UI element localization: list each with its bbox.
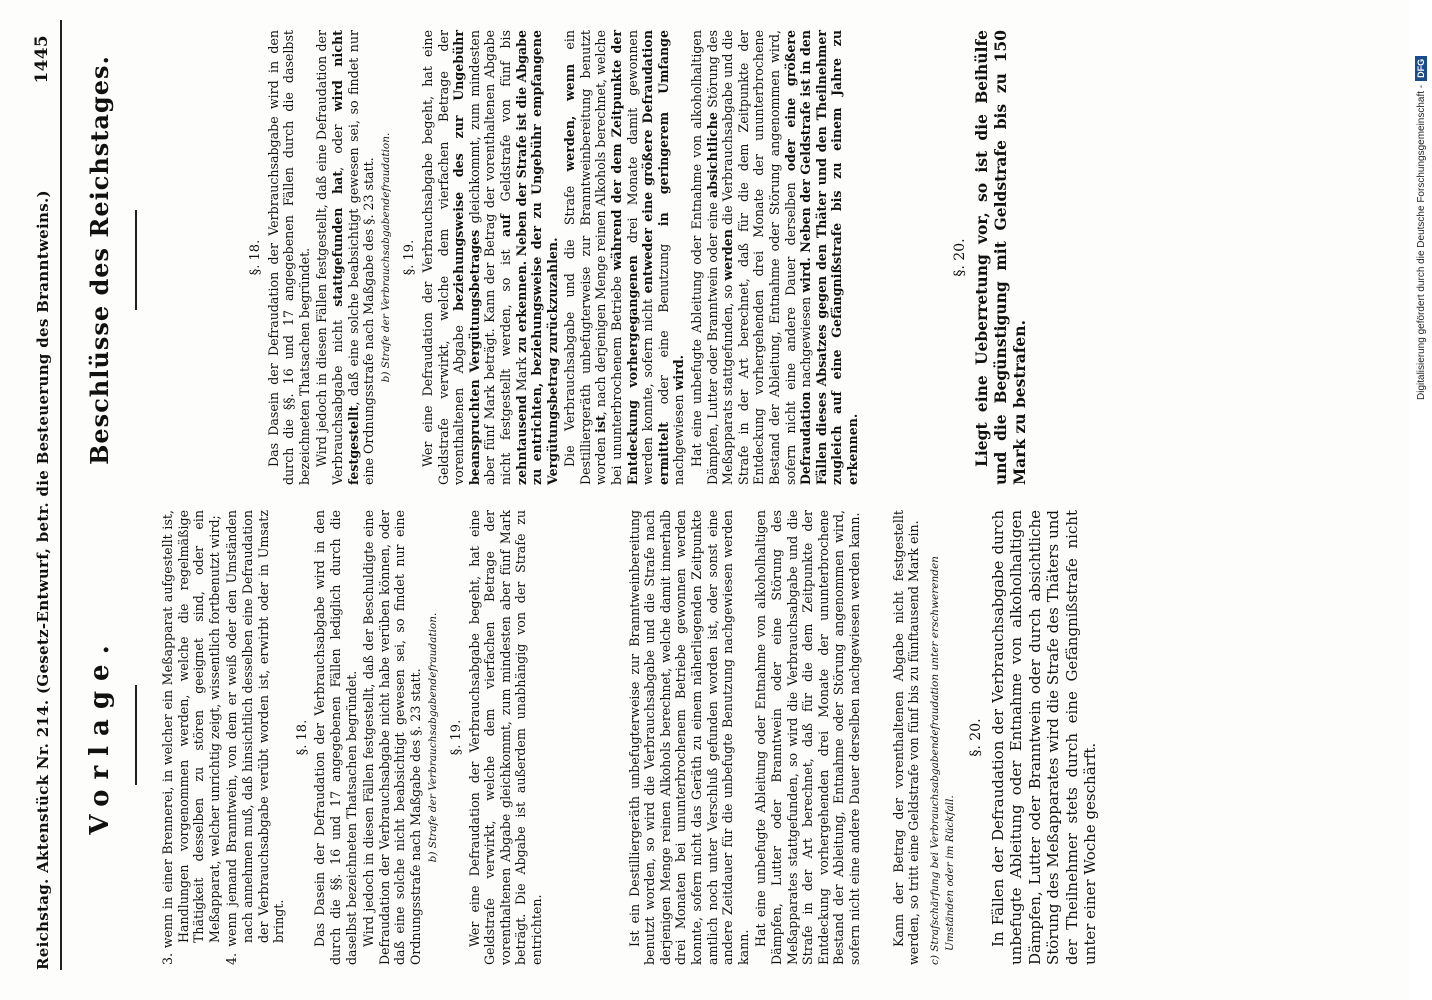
emphasis: zehntausend	[513, 395, 529, 485]
sidebar-text-rotated	[1413, 0, 1432, 1000]
section-19-paragraph-2-right	[562, 30, 687, 485]
subheading-b-right: b) Strafe der Verbrauchsabgabendefraudation.	[379, 132, 392, 383]
spacer	[160, 30, 240, 485]
heading-rule-left	[135, 685, 137, 785]
text-run: drei Monate damit gewonnen werden konnte, sofern nicht	[624, 30, 656, 485]
section-18-title: §. 18.	[294, 719, 310, 756]
emphasis: wird.	[671, 354, 687, 391]
emphasis: werden, wenn	[562, 63, 578, 172]
section-18-paragraph-1-right: Das Dasein der Defraudation der Verbrauchsabgabe wird in den durch die §§. 16 und 17 angegebenen Fällen durch die daselbst bezeichneten Thatsachen begründet.	[265, 30, 312, 485]
section-18-paragraph-2: Wird jedoch in diesen Fällen festgestellt, daß der Beschuldigte eine Defraudation der Verbrauchsabgabe nicht habe verüben können, oder daß eine solche nicht beabsichtigt gewesen sei, so findet nur eine Ordnungsstrafe nach Maßgabe des §. 23 statt.	[361, 510, 423, 965]
section-19-paragraph-3: Hat eine unbefugte Ableitung oder Entnahme von alkoholhaltigen Dämpfen, Lutter oder Branntwein oder eine Störung des Meßapparates stattgefunden, so wird die Verbrauchsabgabe und die Strafe in der Art berechnet, daß für die dem Zeitpunkte der Entdeckung vorhergehenden drei Monate der ununterbrochene Bestand der Ableitung, Entnahme oder Störung angenommen wird, sofern nicht eine andere Dauer derselben nachgewiesen werden kann.	[753, 510, 862, 965]
emphasis: wird nicht festgestellt	[329, 30, 361, 485]
spacer	[863, 30, 943, 485]
sidebar-credit-line	[1413, 56, 1431, 400]
emphasis: stattgefunden hat	[329, 170, 345, 307]
running-title: Reichstag. Aktenstück Nr. 214. (Gesetz-Entwurf, betr. die Besteuerung des Branntweins.)	[34, 190, 52, 970]
text-run: gleichkommt, zum mindesten aber fünf Mark beträgt. Kann der Betrag der vorenthaltenen Abgabe nicht festgestellt werden, so ist	[466, 30, 513, 485]
text-run: , nach derjenigen Menge reinen Alkohols berechnet, welche bei ununterbrochenem Betriebe	[593, 30, 625, 485]
emphasis: oder eine größere Defraudation	[782, 30, 814, 485]
section-19-title-right: §. 19.	[402, 239, 418, 276]
section-19-paragraph-4: Kann der Betrag der vorenthaltenen Abgabe nicht festgestellt werden, so tritt eine Geldstrafe von fünf bis zu fünftausend Mark ein.	[890, 510, 922, 965]
emphasis: auf	[497, 214, 513, 237]
subheading-b: b) Strafe der Verbrauchsabgabendefraudation.	[426, 612, 439, 863]
left-column	[160, 510, 1102, 965]
section-18-paragraph-1: Das Dasein der Defraudation der Verbrauchsabgabe wird in den durch die §§. 16 und 17 angegebenen Fällen lediglich durch die daselbst bezeichneten Thatsachen begründet.	[312, 510, 359, 965]
heading-rule-right	[135, 210, 137, 310]
text-run: Mark	[513, 352, 529, 396]
emphasis: während der dem Zeitpunkte der Entdeckung vorhergegangenen	[609, 30, 640, 485]
text-run: Geldstrafe von fünf bis	[497, 29, 513, 215]
section-18-title-right: §. 18.	[248, 239, 263, 276]
section-19-paragraph-2: Ist ein Destilliergeräth unbefugterweise zur Branntweinbereitung benutzt worden, so wird die Verbrauchsabgabe und die Strafe nach derjenigen Menge reinen Alkohols berechnet, welche damit innerhalb drei Monaten bei ununterbrochenem Betriebe gewonnen werden konnte, sofern nicht das Geräth zu einem näherliegenden Zeitpunkte amtlich noch unter Verschluß gefunden worden ist, oder sonst eine andere Zeitdauer für die unbefugte Benutzung nachgewiesen werden kann.	[626, 510, 751, 965]
text-run: Wird jedoch in diesen Fällen festgestellt, daß eine Defraudation der Verbrauchsabgabe nicht	[314, 30, 345, 485]
section-19-paragraph-1: Wer eine Defraudation der Verbrauchsabgabe begeht, hat eine Geldstrafe verwirkt, welche dem vierfachen Betrage der vorenthaltenen Abgabe gleichkommt, zum mindesten aber fünf Mark beträgt. Die Abgabe ist außerdem unabhängig von der Strafe zu entrichten.	[466, 510, 545, 965]
text-run: ein Destilliergeräth unbefugterweise zur Branntweinbereitung benutzt worden	[562, 30, 609, 485]
emphasis: in geringerem Umfange	[655, 30, 671, 227]
section-19-title: §. 19.	[449, 719, 465, 756]
heading-vorlage: Vorlage.	[85, 635, 115, 835]
emphasis: zu erkennen. Neben der Strafe ist die Abgabe zu entrichten, beziehungsweise der zu Ungebühr empfangene Vergütungsbetrag zurückzuzahlen.	[513, 30, 560, 485]
section-19-paragraph-3-right	[689, 30, 861, 485]
text-run: Wer eine Defraudation der Verbrauchsabgabe begeht, hat eine Geldstrafe verwirkt, welche dem vierfachen Betrage der vorenthaltenen Abgabe	[419, 30, 467, 485]
emphasis: beziehungsweise des zur Ungebühr beanspruchten Vergütungsbetrages	[451, 30, 482, 485]
text-run: die Verbrauchsabgabe und die Strafe in der Art berechnet, daß für die dem Zeitpunkte der Entdeckung vorhergehenden drei Monate der ununterbrochene Bestand der Ableitung, Entnahme oder Störung angenommen wird, sofern nicht eine andere Dauer derselben	[720, 29, 798, 485]
section-20-paragraph-1-right: Liegt eine Ueberretung vor, so ist die Beihülfe und die Begünstigung mit Geldstrafe bis zu 150 Mark zu bestrafen.	[972, 30, 1030, 485]
section-19-paragraph-1-right	[420, 30, 560, 485]
dfg-logo: DFG	[1415, 56, 1427, 81]
section-20-title-right: §. 20.	[951, 238, 968, 277]
text-run: nachgewiesen	[798, 292, 814, 392]
text-run: nachgewiesen	[671, 390, 687, 485]
section-20-paragraph-1: In Fällen der Defraudation der Verbrauchsabgabe durch unbefugte Ableitung oder Entnahme von alkoholhaltigen Dämpfen, Lutter oder Branntwein oder durch absichtliche Störung des Meßapparates wird die Strafe des Thäters und der Theilnehmer stets durch eine Gefängnißstrafe nicht unter einer Woche geschärft.	[988, 510, 1100, 965]
dfg-credit: Digitalisierung gefördert durch die Deutsche Forschungsgemeinschaft -	[1416, 84, 1427, 400]
emphasis: entweder eine größere Defraudation ermittelt	[640, 30, 671, 485]
right-column	[160, 30, 1031, 485]
text-run: oder eine Benutzung	[655, 226, 671, 422]
emphasis: wird. Neben der Geldstrafe ist in den Fällen dieses Absatzes gegen den Thäter und den Theilnehmer zugleich auf eine Gefängnißstrafe bis zu einem Jahre zu erkennen.	[798, 29, 860, 485]
page-number: 1445	[32, 35, 52, 84]
list-item-3: 3. wenn in einer Brennerei, in welcher ein Meßapparat aufgestellt ist, Handlungen vorgenommen werden, welche die regelmäßige Thätigkeit desselben zu stören geeignet sind, oder ein Meßapparat, welcher unrichtig zeigt, wissentlich fortbenutzt wird;	[160, 510, 222, 965]
text-run: Die Verbrauchsabgabe und die Strafe	[562, 171, 578, 467]
emphasis: ist	[593, 415, 609, 433]
text-run: , daß eine solche beabsichtigt gewesen sei, so findet nur eine Ordnungsstrafe nach Maßgabe des §. 23 statt.	[345, 30, 377, 485]
text-run: Hat eine unbefugte Ableitung oder Entnahme von alkoholhaltigen Dämpfen, Lutter oder Branntwein oder eine	[689, 30, 720, 485]
text-run: Störung des Meßapparats stattgefunden, so	[704, 30, 736, 485]
spacer	[547, 510, 627, 965]
section-18-paragraph-2-right	[314, 30, 376, 485]
list-item-4: 4. wenn jemand Branntwein, von dem er weiß oder den Umständen nach annehmen muß, daß hinsichtlich desselben eine Defraudation der Verbrauchsabgabe verübt worden ist, erwirbt oder in Umsatz bringt.	[224, 510, 287, 965]
spacer	[865, 510, 891, 965]
digitization-sidebar	[1410, 0, 1432, 1000]
text-run: , oder	[329, 111, 345, 171]
emphasis: werden	[720, 229, 736, 281]
subheading-c: c) Strafschärfung bei Verbrauchsabgabendefraudation unter erschwerenden Umständen oder im Rückfall.	[928, 556, 957, 965]
section-20-title: §. 20.	[967, 718, 984, 757]
heading-beschluesse: Beschlüsse des Reichstages.	[85, 55, 114, 465]
emphasis: absichtliche	[704, 112, 720, 198]
header-rule	[60, 20, 62, 970]
